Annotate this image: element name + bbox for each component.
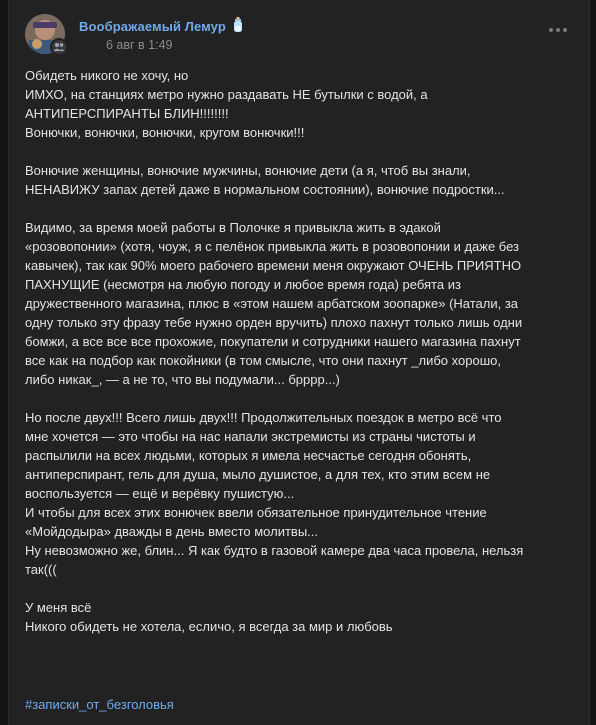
- blank-line: [25, 579, 585, 598]
- text-line: НЕНАВИЖУ запах детей даже в нормальном состоянии), вонючие подростки...: [25, 182, 505, 197]
- text-line: «Мойдодыра» дважды в день вместо молитвы...: [25, 524, 319, 539]
- post-date[interactable]: 6 авг в 1:49: [106, 38, 173, 52]
- text-line: Видимо, за время моей работы в Полочке я привыкла жить в эдакой: [25, 220, 441, 235]
- text-line: Никого обидеть не хотела, есличо, я всегда за мир и любовь: [25, 619, 393, 634]
- post-header: [9, 0, 589, 64]
- text-line: Ну невозможно же, блин... Я как будто в газовой камере два часа провела, нельзя: [25, 543, 524, 558]
- text-line: Вонючки, вонючки, вонючки, кругом вонючки!!!: [25, 125, 305, 140]
- text-line: ПАХНУЩИЕ (несмотря на любую погоду и любое время года) ребята из: [25, 277, 461, 292]
- text-line: так(((: [25, 562, 57, 577]
- text-line: Но после двух!!! Всего лишь двух!!! Продолжительных поездок в метро всё что: [25, 410, 502, 425]
- text-line: мне хочется — это чтобы на нас напали экстремисты из страны чистоты и: [25, 429, 476, 444]
- author-name-link[interactable]: [79, 17, 244, 36]
- post-text: [25, 66, 585, 655]
- text-line: «розовопонии» (хотя, чоуж, я с пелёнок привыкла жить в розовопонии и даже без: [25, 239, 520, 254]
- post-card: [8, 0, 590, 725]
- text-line: воспользуется — ещё и верёвку пушистую...: [25, 486, 295, 501]
- more-options-icon[interactable]: [549, 28, 567, 32]
- text-line: бомжи, а все все все прохожие, покупатели и сотрудники нашего магазина пахнут: [25, 334, 521, 349]
- hashtag-link[interactable]: #записки_от_безголовья: [25, 697, 174, 712]
- text-line: кавычек), так как 90% моего рабочего времени меня окружают ОЧЕНЬ ПРИЯТНО: [25, 258, 522, 273]
- text-line: И чтобы для всех этих вонючек ввели обязательное принудительное чтение: [25, 505, 487, 520]
- text-line: распылили на всех людьми, которых я имела несчастье сегодня обонять,: [25, 448, 472, 463]
- text-line: все как на подбор как покойники (в том смысле, что они пахнут _либо хорошо,: [25, 353, 501, 368]
- text-line: АНТИПЕРСПИРАНТЫ БЛИН!!!!!!!!: [25, 106, 229, 121]
- text-line: либо никак_, — а не то, что вы подумали... брррр...): [25, 372, 340, 387]
- blank-line: [25, 389, 585, 408]
- blank-line: [25, 636, 585, 655]
- text-line: дружественного магазина, плюс в «этом нашем арбатском зоопарке» (Натали, за: [25, 296, 519, 311]
- author-name: Воображаемый Лемур: [79, 19, 226, 34]
- blank-line: [25, 199, 585, 218]
- text-line: Вонючие женщины, вонючие мужчины, вонючие дети (а я, чтоб вы знали,: [25, 163, 471, 178]
- baby-bottle-icon: [232, 17, 244, 36]
- text-line: ИМХО, на станциях метро нужно раздавать НЕ бутылки с водой, а: [25, 87, 428, 102]
- group-badge-icon: [50, 38, 68, 56]
- text-line: У меня всё: [25, 600, 92, 615]
- blank-line: [25, 142, 585, 161]
- text-line: антиперспирант, гель для душа, мыло душистое, а для тех, кто этим всем не: [25, 467, 491, 482]
- text-line: Обидеть никого не хочу, но: [25, 68, 189, 83]
- text-line: одну только эту фразу тебе нужно орден вручить) плохо пахнут только лишь одни: [25, 315, 523, 330]
